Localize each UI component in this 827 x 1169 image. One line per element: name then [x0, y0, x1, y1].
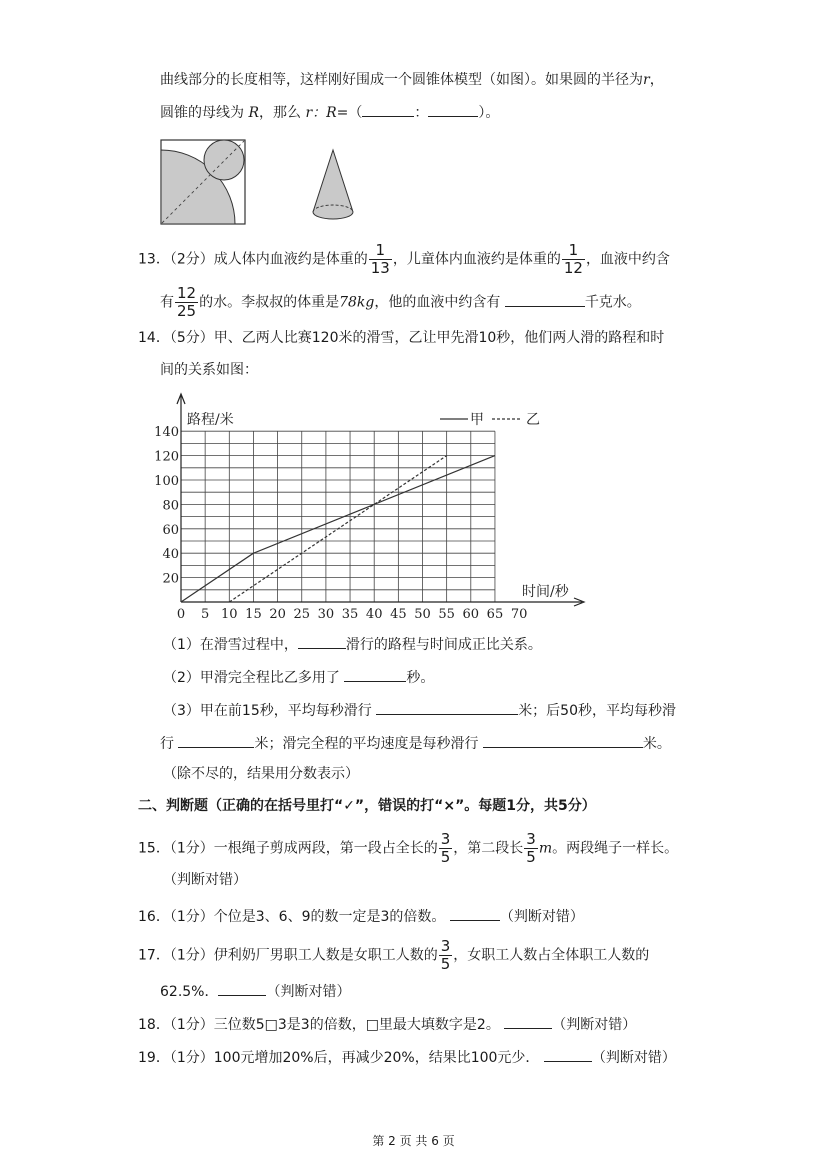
q14-text: 秒。: [406, 670, 435, 686]
judge-label: （判断对错）: [591, 1050, 676, 1066]
judge-label: （判断对错）: [552, 1017, 637, 1033]
question-score: （1分）: [169, 947, 214, 964]
x-axis-label: 时间/秒: [522, 584, 569, 600]
q14-text: （3）甲在前15秒，平均每秒滑行: [163, 703, 372, 719]
var-r: r: [643, 72, 650, 88]
answer-blank-q16[interactable]: [450, 904, 500, 921]
q14-text: 行: [160, 736, 174, 752]
q14-sub3: [163, 698, 676, 721]
comma: ，: [649, 72, 664, 88]
judge-label: （判断对错）: [266, 984, 351, 1000]
q15-text: 一根绳子剪成两段，第一段占全长的: [213, 840, 438, 857]
answer-blank-proportional[interactable]: [298, 632, 346, 649]
fraction-1-12: [562, 242, 585, 277]
x-tick-label: 35: [341, 607, 359, 620]
answer-blank-q17[interactable]: [218, 979, 266, 996]
q12-line1: [160, 70, 664, 90]
x-tick-label: 65: [486, 607, 504, 620]
question-score: （5分）: [169, 330, 214, 346]
page-number: 第 2 页 共 6 页: [372, 1134, 455, 1148]
answer-blank-seconds[interactable]: [344, 665, 406, 682]
q14-text: 间的关系如图：: [160, 362, 258, 378]
ratio-vars: r：R=: [305, 105, 349, 121]
q14-text: 米。: [642, 736, 671, 752]
q13-text: 的水。李叔叔的体重是: [199, 294, 340, 311]
question-score: （1分）: [169, 1017, 214, 1033]
q19-line: [138, 1045, 676, 1068]
q15-text: ，第二段长: [453, 840, 524, 857]
y-tick-label: 20: [162, 571, 179, 587]
question-score: （2分）: [169, 251, 214, 268]
answer-blank-R[interactable]: [428, 100, 478, 117]
q14-line1: [138, 328, 664, 348]
q14-note-text: （除不尽的，结果用分数表示）: [163, 766, 359, 782]
unit-m: m: [538, 840, 553, 857]
answer-blank-r[interactable]: [362, 100, 414, 117]
x-tick-label: 40: [365, 607, 383, 620]
colon: ：: [414, 105, 429, 121]
fraction-numerator: 1: [375, 241, 386, 259]
q17-text: 62.5%．: [160, 984, 219, 1000]
fraction-denominator: 12: [563, 259, 583, 277]
q14-note: [163, 764, 359, 784]
y-tick-label: 100: [154, 474, 179, 489]
fraction-3-5: [439, 938, 453, 973]
question-number: 15．: [138, 840, 170, 857]
x-tick-label: 45: [390, 607, 407, 620]
question-score: （1分）: [169, 840, 214, 857]
section-title-text: 二、判断题（正确的在括号里打“✓”，错误的打“×”。每题1分，共5分）: [138, 798, 596, 814]
q12-line2: [160, 100, 499, 123]
question-score: （1分）: [169, 1050, 214, 1066]
x-tick-label: 10: [221, 607, 238, 620]
question-number: 18．: [138, 1017, 170, 1033]
q14-sub3-line2: [160, 731, 671, 754]
y-tick-label: 120: [154, 449, 179, 465]
x-tick-label: 20: [269, 607, 286, 620]
q13-text: ，血液中约含: [585, 251, 670, 268]
x-tick-label: 50: [414, 607, 431, 620]
page-footer: [0, 1132, 827, 1149]
q13-line2: [160, 285, 641, 320]
q16-line: [138, 904, 584, 927]
y-tick-label: 80: [162, 498, 179, 514]
q14-text: 滑行的路程与时间成正比关系。: [345, 637, 542, 653]
question-number: 17．: [138, 947, 170, 964]
q12-text: 曲线部分的长度相等，这样刚好围成一个圆锥体模型（如图）。如果圆的半径为: [160, 72, 643, 88]
weight-value: 78kg: [339, 294, 375, 311]
x-tick-label: 30: [317, 607, 335, 620]
fraction-numerator: 3: [440, 937, 451, 955]
q12-text: 圆锥的母线为: [160, 105, 244, 121]
q13-text: ，儿童体内血液约是体重的: [392, 251, 561, 268]
question-number: 19．: [138, 1050, 170, 1066]
fraction-12-25: [175, 285, 198, 320]
q13-line1: [138, 242, 670, 277]
distance-time-chart: [150, 390, 590, 620]
q14-text: 甲、乙两人比赛120米的滑雪，乙让甲先滑10秒，他们两人滑的路程和时: [213, 330, 665, 346]
cone-figure: [308, 148, 358, 224]
q14-text: 米；滑完全程的平均速度是每秒滑行: [254, 736, 479, 752]
y-tick-label: 40: [162, 547, 179, 563]
fraction-denominator: 5: [526, 848, 536, 866]
fraction-numerator: 1: [568, 241, 579, 259]
paren: ）。: [478, 105, 500, 121]
q19-text: 100元增加20%后，再减少20%，结果比100元少．: [213, 1050, 540, 1066]
x-tick-label: 60: [462, 607, 480, 620]
y-tick-label: 60: [162, 522, 179, 538]
y-tick-label: 140: [154, 425, 179, 441]
q13-text: 成人体内血液约是体重的: [213, 251, 368, 268]
q17-line1: [138, 938, 649, 973]
q18-line: [138, 1012, 636, 1035]
judge-label: （判断对错）: [163, 872, 247, 888]
q13-text: 千克水。: [584, 294, 641, 311]
var-R: R: [248, 105, 259, 121]
answer-blank-last50[interactable]: [178, 731, 254, 748]
sector-circle-figure: [159, 138, 247, 226]
fraction-3-5: [439, 831, 453, 866]
q12-text: ，那么: [259, 105, 301, 121]
judge-label: （判断对错）: [499, 909, 584, 925]
fraction-3-5-m: [524, 831, 538, 866]
q17-text: ，女职工人数占全体职工人数的: [453, 947, 650, 964]
paren: （: [348, 105, 363, 121]
fraction-numerator: 3: [526, 830, 536, 848]
fraction-numerator: 3: [440, 830, 451, 848]
question-score: （1分）: [169, 909, 214, 925]
y-axis-label: 路程/米: [187, 412, 234, 428]
question-number: 16．: [138, 909, 170, 925]
q15-line1: [138, 831, 678, 866]
q15-line2: [163, 870, 247, 890]
q16-text: 个位是3、6、9的数一定是3的倍数。: [213, 909, 446, 925]
q14-sub1: [163, 632, 542, 655]
q14-text: （2）甲滑完全程比乙多用了: [163, 670, 340, 686]
x-tick-label: 5: [201, 607, 210, 620]
fraction-denominator: 5: [440, 848, 451, 866]
fraction-numerator: 12: [177, 284, 197, 302]
q13-text: ，他的血液中约含有: [374, 294, 501, 311]
legend-label-yi: 乙: [526, 412, 540, 428]
fraction-denominator: 5: [440, 955, 451, 973]
section-title: [138, 796, 596, 816]
answer-blank-water[interactable]: [505, 290, 585, 307]
q18-text: 三位数5□3是3的倍数，□里最大填数字是2。: [213, 1017, 500, 1033]
q14-text: （1）在滑雪过程中，: [163, 637, 298, 653]
q14-sub2: [163, 665, 434, 688]
x-tick-label: 0: [176, 607, 186, 620]
answer-blank-q18[interactable]: [504, 1012, 552, 1029]
answer-blank-average[interactable]: [483, 731, 643, 748]
question-number: 13．: [138, 251, 170, 268]
x-tick-label: 70: [510, 607, 528, 620]
answer-blank-q19[interactable]: [544, 1045, 592, 1062]
legend-label-jia: 甲: [470, 412, 484, 428]
q15-text: 。两段绳子一样长。: [552, 840, 679, 857]
q17-text: 伊利奶厂男职工人数是女职工人数的: [213, 947, 438, 964]
q14-text: 米；后50秒，平均每秒滑: [518, 703, 677, 719]
fraction-denominator: 13: [370, 259, 390, 277]
question-number: 14．: [138, 330, 170, 346]
fraction-1-13: [369, 242, 392, 277]
x-tick-label: 15: [245, 607, 262, 620]
x-tick-label: 25: [293, 607, 311, 620]
q17-line2: [160, 979, 350, 1002]
fraction-denominator: 25: [177, 302, 197, 320]
answer-blank-first15[interactable]: [376, 698, 518, 715]
q14-line2: [160, 360, 258, 380]
q13-text: 有: [160, 294, 174, 311]
x-tick-label: 55: [438, 607, 455, 620]
